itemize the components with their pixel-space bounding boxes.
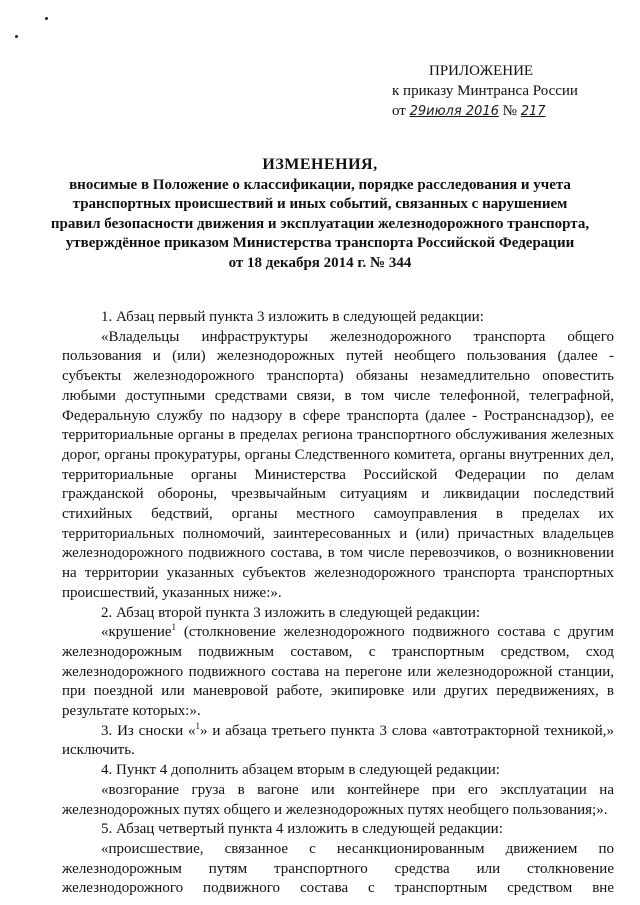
number-label: № <box>502 103 517 119</box>
paragraph-item-4: 4. Пункт 4 дополнить абзацем вторым в следующей редакции: <box>101 762 500 779</box>
paragraph-item-3 <box>62 722 614 761</box>
footnote-mark: 1 <box>195 720 201 731</box>
item-3-start: 3. Из сноски « <box>101 722 196 739</box>
quote-2-start: «крушение <box>101 624 172 641</box>
heading-line: вносимые в Положение о классификации, порядке расследования и учета <box>69 176 571 193</box>
handwritten-number: 217 <box>520 104 546 119</box>
paragraph-quote-2 <box>62 623 614 722</box>
paragraph-item-5: 5. Абзац четвертый пункта 4 изложить в следующей редакции: <box>101 821 503 838</box>
from-label: от <box>392 103 406 119</box>
paragraph-item-2: 2. Абзац второй пункта 3 изложить в следующей редакции: <box>101 604 481 621</box>
scan-speck <box>15 35 18 38</box>
approval-date-line <box>392 101 592 122</box>
heading-line: транспортных происшествий и иных событий, связанных с нарушением <box>72 196 568 213</box>
approval-block <box>392 61 592 122</box>
approval-order-line: к приказу Минтранса России <box>392 83 578 99</box>
heading-line: от 18 декабря 2014 г. № 344 <box>228 254 412 271</box>
paragraph-quote-1: «Владельцы инфраструктуры железнодорожного транспорта общего пользования и (или) железнодорожных путей необщего пользования (далее - субъекты железнодорожного транспорта) обязаны незамедлительно оповестить любыми доступными средствами связи, в том числе телефонной, телеграфной, Федеральную службу по надзору в сфере транспорта (далее - Ространснадзор), ее территориальные органы в пределах региона транспортного обслуживания железных дорог, органы прокуратуры, органы Следственного комитета, органы внутренних дел, территориальные органы Министерства Российской Федерации по делам гражданской обороны, чрезвычайным ситуациям и ликвидации последствий стихийных бедствий, органы местного самоуправления в пределах их территориальных полномочий, заинтересованных и (или) причастных владельцев железнодорожного подвижного состава, в том числе перевозчиков, о возникновении на территории указанных субъектов железнодорожного транспорта транспортных происшествий, указанных ниже:». <box>62 328 614 601</box>
handwritten-date: 29июля 2016 <box>409 104 499 119</box>
paragraph-item-1: 1. Абзац первый пункта 3 изложить в следующей редакции: <box>101 309 484 325</box>
heading-line: утверждённое приказом Министерства транспорта Российской Федерации <box>65 235 575 252</box>
scan-speck <box>45 17 48 20</box>
item-3-rest: » и абзаца третьего пункта 3 слова «автотракторной техникой,» исключить. <box>62 722 614 759</box>
heading-title: ИЗМЕНЕНИЯ, <box>262 156 378 173</box>
approval-title: ПРИЛОЖЕНИЕ <box>429 63 534 79</box>
heading-line: правил безопасности движения и эксплуатации железнодорожного транспорта, <box>50 215 590 232</box>
paragraph-quote-3: «возгорание груза в вагоне или контейнере при его эксплуатации на железнодорожных путях общего и железнодорожных путях необщего пользования;». <box>62 781 614 818</box>
document-body <box>62 308 614 899</box>
footnote-mark: 1 <box>171 622 177 633</box>
paragraph-quote-4: «происшествие, связанное с несанкционированным движением по железнодорожным путям транспортного средства или столкновение железнодорожного подвижного состава с транспортным средством вне <box>62 840 614 897</box>
quote-2-rest: (столкновение железнодорожного подвижного состава с другим железнодорожным подвижным составом, с транспортным средством, сход железнодорожного подвижного состава на перегоне или железнодорожной станции, при поездной или маневровой работе, экипировке или других передвижениях, в результате которых:». <box>62 624 614 720</box>
document-heading <box>40 155 600 274</box>
